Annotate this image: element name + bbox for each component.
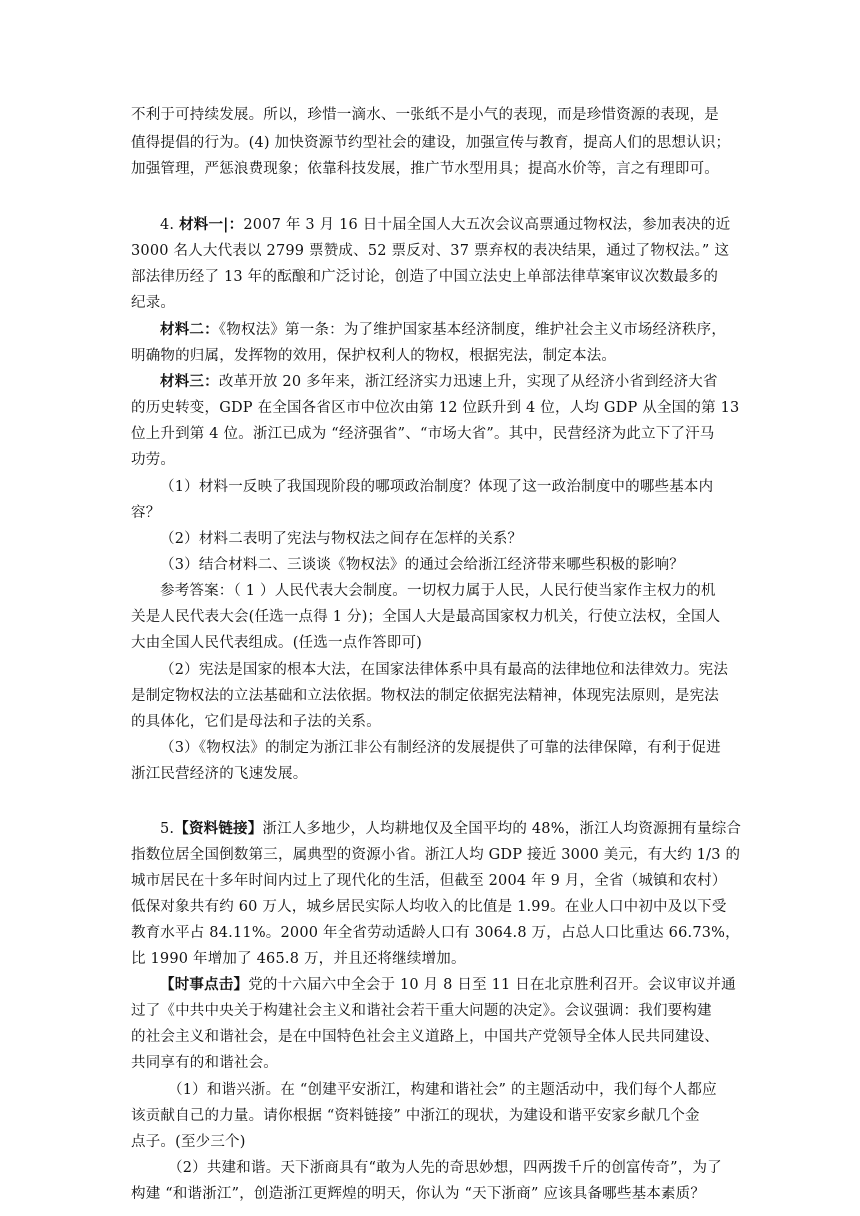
answer-line: 浙江民营经济的飞速发展。: [131, 766, 308, 782]
material-three-line: 位上升到第 4 位。浙江已成为 “经济强省”、“市场大省”。其中，民营经济为此立下了汗马: [131, 426, 715, 442]
question-line: （1）材料一反映了我国现阶段的哪项政治制度？体现了这一政治制度中的哪些基本内: [160, 479, 714, 495]
resource-link-line: 城市居民在十多年时间内过上了现代化的生活，但截至 2004 年 9 月，全省（城镇和农村）: [131, 873, 727, 889]
material-one-line: [160, 213, 760, 237]
material-three-line: [160, 370, 760, 394]
question-line: （1）和谐兴浙。在 “创建平安浙江，构建和谐社会” 的主题活动中，我们每个人都应: [168, 1082, 717, 1098]
material-two-line: [160, 318, 760, 342]
question-number: 4.: [160, 217, 175, 233]
answer-line: 参考答案：（ 1 ）人民代表大会制度。一切权力属于人民，人民行使当家作主权力的机: [160, 583, 716, 599]
question-line: （2）材料二表明了宪法与物权法之间存在怎样的关系？: [160, 531, 523, 547]
paragraph-line: 加强管理，严惩浪费现象；依靠科技发展，推广节水型用具；提高水价等，言之有理即可。: [131, 161, 719, 177]
question-line: 该贡献自己的力量。请你根据 “资料链接” 中浙江的现状，为建设和谐平安家乡献几个金: [131, 1108, 700, 1124]
material-one-text: 2007 年 3 月 16 日十届全国人大五次会议高票通过物权法，参加表决的近: [243, 217, 731, 233]
material-three-line: 功劳。: [131, 452, 176, 468]
material-three-label: 材料三：: [160, 373, 219, 390]
resource-link-line: 指数位居全国倒数第三，属典型的资源小省。浙江人均 GDP 接近 3000 美元，有大约 1/3 的: [131, 847, 741, 863]
current-events-line: 共同享有的和谐社会。: [131, 1055, 278, 1071]
material-three-text: 改革开放 20 多年来，浙江经济实力迅速上升，实现了从经济小省到经济大省: [218, 374, 718, 390]
answer-line: （2）宪法是国家的根本大法，在国家法律体系中具有最高的法律地位和法律效力。宪法: [160, 662, 729, 678]
current-events-line: 过了《中共中央关于构建社会主义和谐社会若干重大问题的决定》。会议强调：我们要构建: [131, 1003, 712, 1019]
current-events-label: 【时事点击】: [160, 976, 249, 993]
question-line: 构建 “和谐浙江”，创造浙江更辉煌的明天，你认为 “天下浙商” 应该具备哪些基本素质？: [131, 1186, 706, 1202]
resource-link-line: 比 1990 年增加了 465.8 万，并且还将继续增加。: [131, 951, 466, 967]
question-line: （2）共建和谐。天下浙商具有“敢为人先的奇思妙想，四两拨千斤的创富传奇”，为了: [168, 1160, 722, 1176]
material-two-label: 材料二：: [160, 321, 219, 338]
resource-link-line: [160, 817, 760, 841]
material-one-line: 3000 名人大代表以 2799 票赞成、52 票反对、37 票弃权的表决结果，通过了物权法。” 这: [131, 243, 730, 259]
answer-line: 的具体化，它们是母法和子法的关系。: [131, 714, 381, 730]
question-line: （3）结合材料二、三谈谈《物权法》的通过会给浙江经济带来哪些积极的影响？: [160, 557, 684, 573]
question-line: 点子。(至少三个): [131, 1134, 246, 1150]
resource-link-line: 低保对象共有约 60 万人，城乡居民实际人均收入的比值是 1.99。在业人口中初中及以下受: [131, 899, 727, 915]
paragraph-line: 值得提倡的行为。(4) 加快资源节约型社会的建设，加强宣传与教育，提高人们的思想认识；: [131, 135, 731, 151]
resource-link-text: 浙江人多地少，人均耕地仅及全国平均的 48%，浙江人均资源拥有量综合: [262, 821, 742, 837]
question-line: 容？: [131, 505, 161, 521]
current-events-text: 党的十六届六中全会于 10 月 8 日至 11 日在北京胜利召开。会议审议并通: [248, 977, 736, 993]
material-one-line: 纪录。: [131, 295, 176, 311]
resource-link-line: 教育水平占 84.11%。2000 年全省劳动适龄人口有 3064.8 万，占总人口比重达 66.73%，: [131, 925, 740, 941]
material-one-label: 材料一|：: [179, 216, 244, 233]
answer-line: （3）《物权法》的制定为浙江非公有制经济的发展提供了可靠的法律保障，有利于促进: [160, 740, 721, 756]
material-two-line: 明确物的归属，发挥物的效用，保护权利人的物权，根据宪法，制定本法。: [131, 348, 617, 364]
resource-link-label: 【资料链接】: [174, 820, 263, 837]
answer-line: 是制定物权法的立法基础和立法依据。物权法的制定依据宪法精神，体现宪法原则，是宪法: [131, 688, 719, 704]
material-two-text: 《物权法》第一条：为了维护国家基本经济制度，维护社会主义市场经济秩序，: [218, 322, 727, 338]
material-three-line: 的历史转变，GDP 在全国各省区市中位次由第 12 位跃升到 4 位，人均 GDP 从全国的第 13: [131, 400, 740, 416]
answer-line: 大由全国人民代表组成。(任选一点作答即可): [131, 635, 423, 651]
current-events-line: [160, 973, 760, 997]
current-events-line: 的社会主义和谐社会，是在中国特色社会主义道路上，中国共产党领导全体人民共同建设、: [131, 1029, 719, 1045]
paragraph-line: 不利于可持续发展。所以，珍惜一滴水、一张纸不是小气的表现，而是珍惜资源的表现，是: [131, 107, 719, 123]
material-one-line: 部法律历经了 13 年的酝酿和广泛讨论，创造了中国立法史上单部法律草案审议次数最多的: [131, 269, 719, 285]
answer-line: 关是人民代表大会(任选一点得 1 分)；全国人大是最高国家权力机关，行使立法权，全国人: [131, 609, 721, 625]
question-number: 5.: [160, 821, 175, 837]
